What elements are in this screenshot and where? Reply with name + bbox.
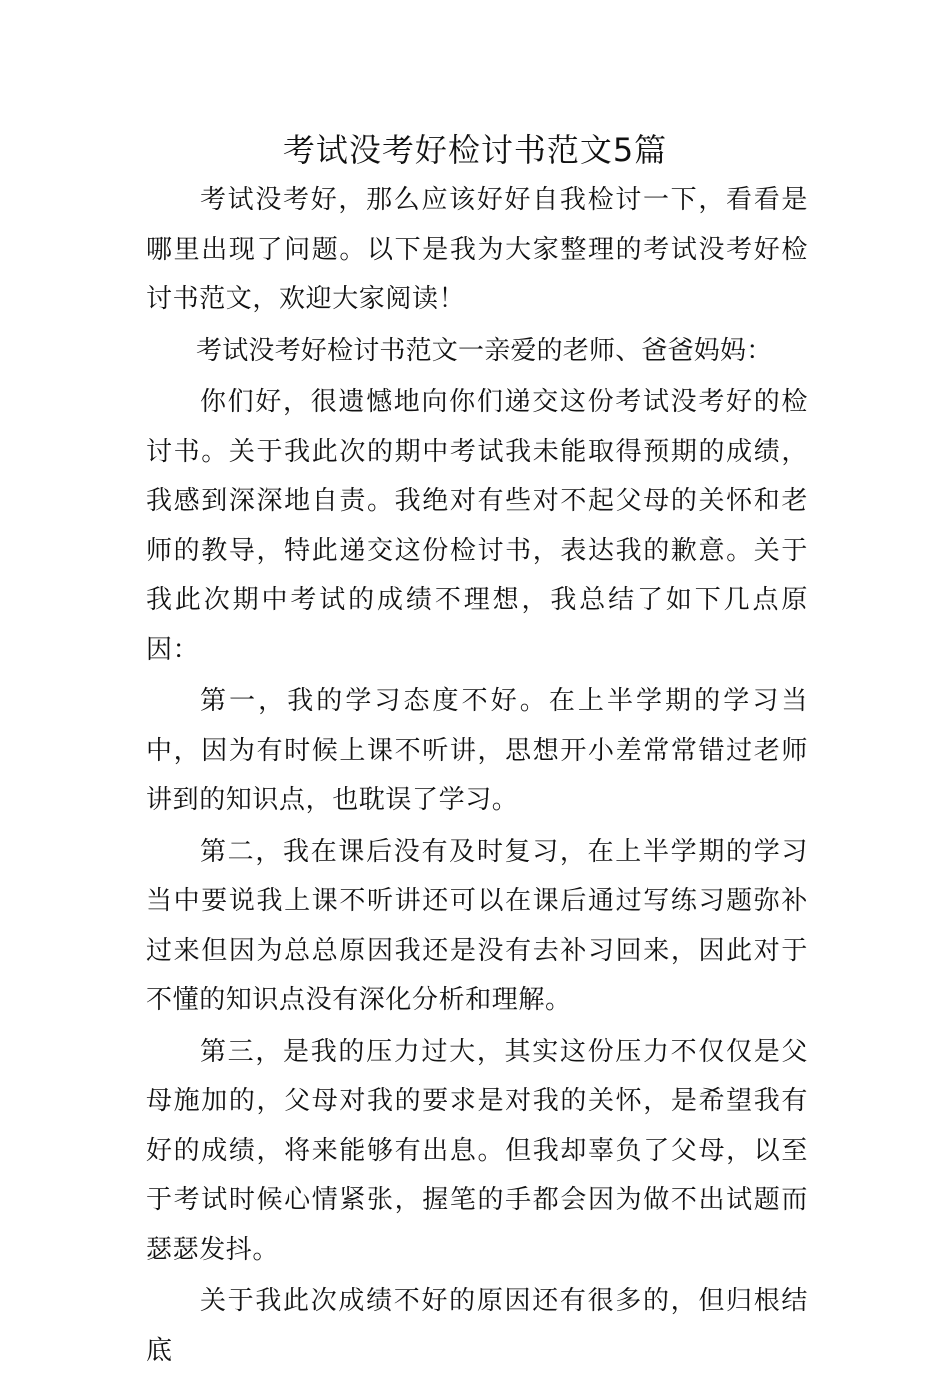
document-body	[146, 176, 808, 1378]
document-title: 考试没考好检讨书范文5篇	[282, 131, 668, 169]
paragraph-reason-2: 第二，我在课后没有及时复习，在上半学期的学习当中要说我上课不听讲还可以在课后通过写练习题弥补过来但因为总总原因我还是没有去补习回来，因此对于不懂的知识点没有深化分析和理解。	[146, 836, 808, 1015]
paragraph-reason-1: 第一，我的学习态度不好。在上半学期的学习当中，因为有时候上课不听讲，思想开小差常常错过老师讲到的知识点，也耽误了学习。	[146, 686, 808, 815]
paragraph-reason-3: 第三，是我的压力过大，其实这份压力不仅仅是父母施加的，父母对我的要求是对我的关怀，是希望我有好的成绩，将来能够有出息。但我却辜负了父母，以至于考试时候心情紧张，握笔的手都会因为做不出试题而瑟瑟发抖。	[146, 1036, 808, 1265]
paragraph-greeting: 你们好，很遗憾地向你们递交这份考试没考好的检讨书。关于我此次的期中考试我未能取得预期的成绩，我感到深深地自责。我绝对有些对不起父母的关怀和老师的教导，特此递交这份检讨书，表达我的歉意。关于我此次期中考试的成绩不理想，我总结了如下几点原因：	[146, 387, 808, 665]
paragraph-conclusion: 关于我此次成绩不好的原因还有很多的，但归根结底	[146, 1286, 808, 1366]
paragraph-salutation: 考试没考好检讨书范文一亲爱的老师、爸爸妈妈：	[196, 335, 773, 366]
paragraph-intro: 考试没考好，那么应该好好自我检讨一下，看看是哪里出现了问题。以下是我为大家整理的考试没考好检讨书范文，欢迎大家阅读！	[146, 185, 808, 314]
